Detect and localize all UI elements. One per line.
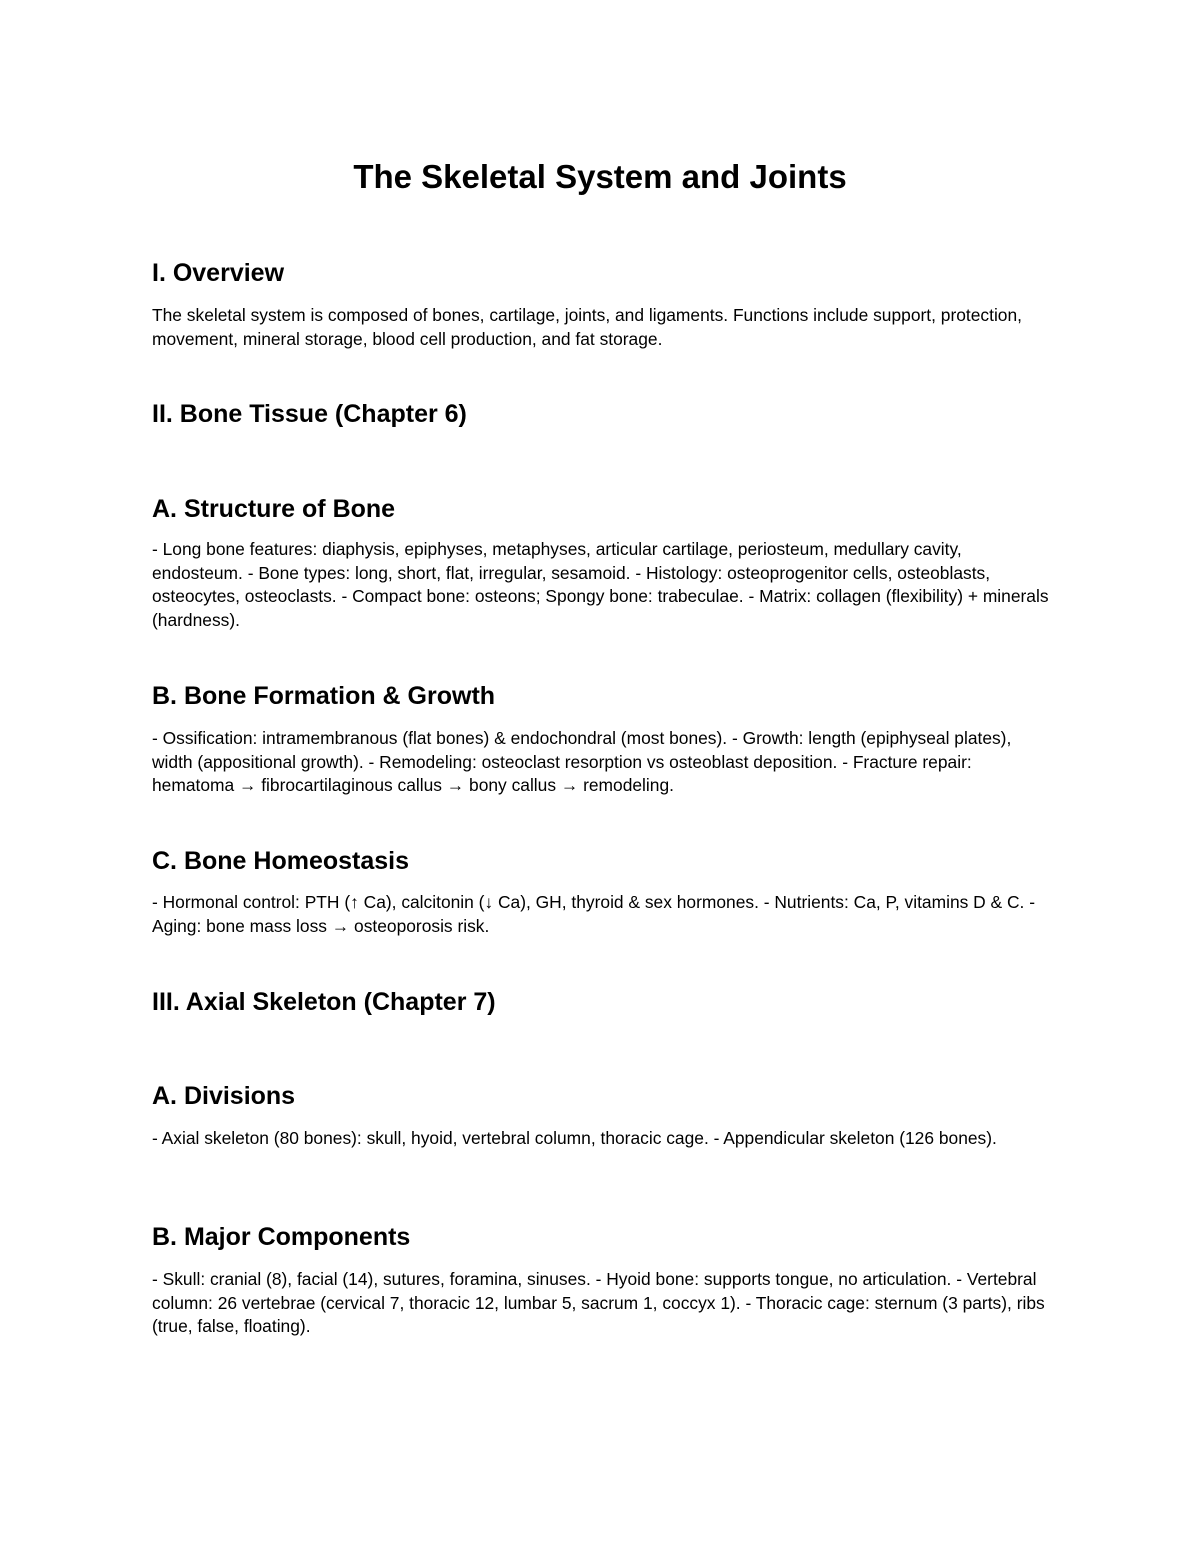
section-heading-divisions: A. Divisions — [152, 1082, 296, 1110]
section-heading-structure-of-bone: A. Structure of Bone — [152, 495, 396, 523]
section-heading-bone-homeostasis: C. Bone Homeostasis — [152, 847, 410, 875]
section-body-overview: The skeletal system is composed of bones, cartilage, joints, and ligaments. Functions include support, protection, movement, mineral storage, blood cell production, and fat storage. — [152, 305, 1022, 349]
section-heading-axial-skeleton: III. Axial Skeleton (Chapter 7) — [152, 988, 496, 1016]
section-body-divisions: - Axial skeleton (80 bones): skull, hyoid, vertebral column, thoracic cage. - Appendicular skeleton (126 bones). — [152, 1128, 997, 1148]
section-body-structure-of-bone: - Long bone features: diaphysis, epiphyses, metaphyses, articular cartilage, periosteum, medullary cavity, endosteum. - Bone types: long, short, flat, irregular, sesamoid. - Histology: osteoprogenitor cells, osteoblasts, osteocytes, osteoclasts. - Compact bone: osteons; Spongy bone: trabeculae. - Matrix: collagen (flexibility) + minerals (hardness). — [152, 539, 1049, 630]
section-heading-overview: I. Overview — [152, 259, 285, 287]
document-title: The Skeletal System and Joints — [353, 158, 847, 195]
section-body-bone-homeostasis: - Hormonal control: PTH (↑ Ca), calcitonin (↓ Ca), GH, thyroid & sex hormones. - Nutrients: Ca, P, vitamins D & C. - Aging: bone mass loss → osteoporosis risk. — [152, 892, 1035, 936]
section-heading-major-components: B. Major Components — [152, 1223, 411, 1251]
section-heading-bone-tissue: II. Bone Tissue (Chapter 6) — [152, 400, 467, 428]
section-heading-bone-formation: B. Bone Formation & Growth — [152, 682, 496, 710]
section-body-major-components: - Skull: cranial (8), facial (14), sutures, foramina, sinuses. - Hyoid bone: supports tongue, no articulation. - Vertebral column: 26 vertebrae (cervical 7, thoracic 12, lumbar 5, sacrum 1, coccyx 1). - Thoracic cage: sternum (3 parts), ribs (true, false, floating). — [152, 1269, 1045, 1336]
section-body-bone-formation: - Ossification: intramembranous (flat bones) & endochondral (most bones). - Growth: length (epiphyseal plates), width (appositional growth). - Remodeling: osteoclast resorption vs osteoblast deposition. - Fracture repair: hematoma → fibrocartilaginous callus → bony callus → remodeling. — [152, 728, 1012, 795]
